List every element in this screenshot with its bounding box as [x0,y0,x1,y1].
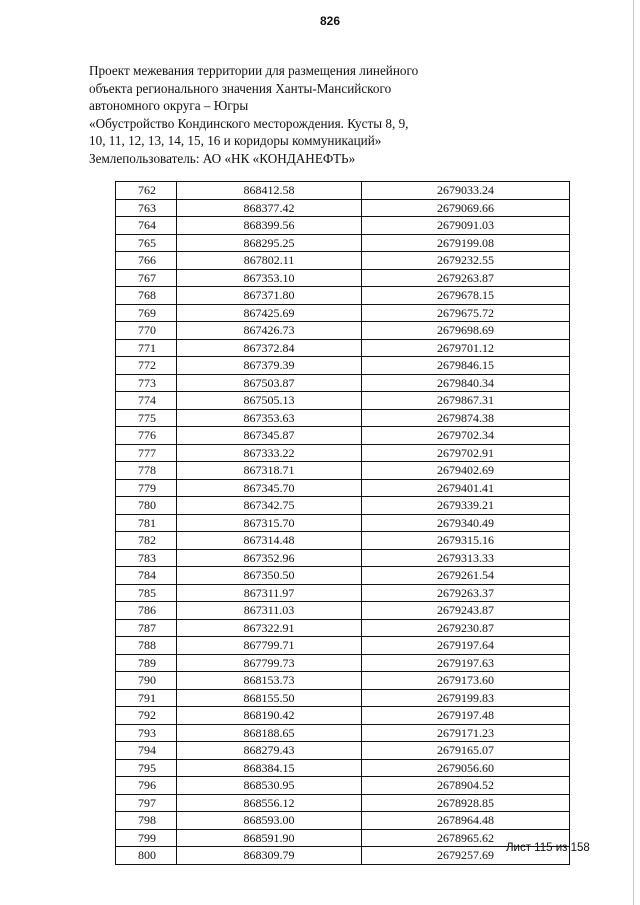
table-row [116,427,570,445]
x-coordinate-cell: 867322.91 [177,619,362,637]
x-coordinate-cell: 867318.71 [177,462,362,480]
y-coordinate-cell: 2679197.63 [362,654,570,672]
point-number-cell: 788 [116,637,177,655]
y-coordinate-cell: 2679263.87 [362,269,570,287]
page-edge-line [633,0,634,905]
x-coordinate-cell: 868295.25 [177,234,362,252]
table-row [116,689,570,707]
y-coordinate-cell: 2679315.16 [362,532,570,550]
x-coordinate-cell: 868377.42 [177,199,362,217]
y-coordinate-cell: 2678965.62 [362,829,570,847]
x-coordinate-cell: 867802.11 [177,252,362,270]
y-coordinate-cell: 2679069.66 [362,199,570,217]
y-coordinate-cell: 2679840.34 [362,374,570,392]
x-coordinate-cell: 867799.71 [177,637,362,655]
point-number-cell: 774 [116,392,177,410]
y-coordinate-cell: 2679173.60 [362,672,570,690]
y-coordinate-cell: 2679698.69 [362,322,570,340]
x-coordinate-cell: 867353.10 [177,269,362,287]
x-coordinate-cell: 867505.13 [177,392,362,410]
x-coordinate-cell: 867314.48 [177,532,362,550]
point-number-cell: 768 [116,287,177,305]
header-line: автономного округа – Югры [89,98,249,113]
y-coordinate-cell: 2679263.37 [362,584,570,602]
x-coordinate-cell: 867372.84 [177,339,362,357]
x-coordinate-cell: 868309.79 [177,847,362,865]
point-number-cell: 779 [116,479,177,497]
point-number-cell: 783 [116,549,177,567]
table-row [116,759,570,777]
y-coordinate-cell: 2678904.52 [362,777,570,795]
table-row [116,479,570,497]
table-row [116,777,570,795]
y-coordinate-cell: 2679199.08 [362,234,570,252]
table-row [116,444,570,462]
table-row [116,392,570,410]
point-number-cell: 767 [116,269,177,287]
point-number-cell: 782 [116,532,177,550]
x-coordinate-cell: 868279.43 [177,742,362,760]
y-coordinate-cell: 2679230.87 [362,619,570,637]
point-number-cell: 797 [116,794,177,812]
point-number-cell: 791 [116,689,177,707]
y-coordinate-cell: 2679091.03 [362,217,570,235]
x-coordinate-cell: 867350.50 [177,567,362,585]
table-row [116,567,570,585]
y-coordinate-cell: 2679701.12 [362,339,570,357]
table-row [116,217,570,235]
x-coordinate-cell: 868593.00 [177,812,362,830]
x-coordinate-cell: 868188.65 [177,724,362,742]
point-number-cell: 781 [116,514,177,532]
x-coordinate-cell: 868530.95 [177,777,362,795]
table-row [116,707,570,725]
y-coordinate-cell: 2679197.64 [362,637,570,655]
point-number-cell: 784 [116,567,177,585]
x-coordinate-cell: 868190.42 [177,707,362,725]
point-number-cell: 793 [116,724,177,742]
table-row [116,619,570,637]
x-coordinate-cell: 868153.73 [177,672,362,690]
x-coordinate-cell: 868384.15 [177,759,362,777]
table-row [116,234,570,252]
x-coordinate-cell: 867379.39 [177,357,362,375]
y-coordinate-cell: 2679197.48 [362,707,570,725]
table-row [116,322,570,340]
y-coordinate-cell: 2679171.23 [362,724,570,742]
x-coordinate-cell: 868591.90 [177,829,362,847]
y-coordinate-cell: 2679199.83 [362,689,570,707]
table-row [116,462,570,480]
y-coordinate-cell: 2679401.41 [362,479,570,497]
x-coordinate-cell: 867352.96 [177,549,362,567]
page-number: 826 [319,14,341,28]
x-coordinate-cell: 868399.56 [177,217,362,235]
header-line: объекта регионального значения Ханты-Мансийского [89,80,392,96]
point-number-cell: 795 [116,759,177,777]
y-coordinate-cell: 2679165.07 [362,742,570,760]
header-line: Землепользователь: АО «НК «КОНДАНЕФТЬ» [89,150,356,166]
x-coordinate-cell: 868155.50 [177,689,362,707]
point-number-cell: 780 [116,497,177,515]
table-row [116,269,570,287]
x-coordinate-cell: 867311.03 [177,602,362,620]
x-coordinate-cell: 868556.12 [177,794,362,812]
x-coordinate-cell: 868412.58 [177,182,362,200]
header-line: «Обустройство Кондинского месторождения. Кусты 8, 9, [89,115,409,131]
table-row [116,304,570,322]
x-coordinate-cell: 867503.87 [177,374,362,392]
point-number-cell: 764 [116,217,177,235]
point-number-cell: 798 [116,812,177,830]
point-number-cell: 776 [116,427,177,445]
table-row [116,812,570,830]
coordinates-table [115,181,570,865]
table-row [116,829,570,847]
x-coordinate-cell: 867426.73 [177,322,362,340]
table-row [116,654,570,672]
y-coordinate-cell: 2679867.31 [362,392,570,410]
table-row [116,374,570,392]
point-number-cell: 778 [116,462,177,480]
y-coordinate-cell: 2679702.34 [362,427,570,445]
x-coordinate-cell: 867425.69 [177,304,362,322]
table-row [116,847,570,865]
y-coordinate-cell: 2679033.24 [362,182,570,200]
table-row [116,514,570,532]
sheet-number-label: Лист 115 из 158 [506,842,590,854]
point-number-cell: 772 [116,357,177,375]
y-coordinate-cell: 2679846.15 [362,357,570,375]
y-coordinate-cell: 2679702.91 [362,444,570,462]
point-number-cell: 785 [116,584,177,602]
y-coordinate-cell: 2679339.21 [362,497,570,515]
x-coordinate-cell: 867333.22 [177,444,362,462]
y-coordinate-cell: 2679874.38 [362,409,570,427]
point-number-cell: 790 [116,672,177,690]
table-row [116,584,570,602]
table-row [116,199,570,217]
x-coordinate-cell: 867345.70 [177,479,362,497]
y-coordinate-cell: 2679313.33 [362,549,570,567]
x-coordinate-cell: 867345.87 [177,427,362,445]
point-number-cell: 770 [116,322,177,340]
header-line: Проект межевания территории для размещения линейного [89,63,419,78]
table-row [116,497,570,515]
table-row [116,287,570,305]
y-coordinate-cell: 2679243.87 [362,602,570,620]
y-coordinate-cell: 2679678.15 [362,287,570,305]
y-coordinate-cell: 2679340.49 [362,514,570,532]
table-row [116,357,570,375]
table-row [116,637,570,655]
point-number-cell: 775 [116,409,177,427]
point-number-cell: 765 [116,234,177,252]
point-number-cell: 769 [116,304,177,322]
point-number-cell: 771 [116,339,177,357]
point-number-cell: 786 [116,602,177,620]
x-coordinate-cell: 867315.70 [177,514,362,532]
y-coordinate-cell: 2679675.72 [362,304,570,322]
point-number-cell: 762 [116,182,177,200]
point-number-cell: 766 [116,252,177,270]
header-line: 10, 11, 12, 13, 14, 15, 16 и коридоры коммуникаций» [89,133,382,148]
y-coordinate-cell: 2679261.54 [362,567,570,585]
x-coordinate-cell: 867371.80 [177,287,362,305]
table-row [116,602,570,620]
table-row [116,742,570,760]
point-number-cell: 796 [116,777,177,795]
point-number-cell: 777 [116,444,177,462]
table-row [116,549,570,567]
point-number-cell: 794 [116,742,177,760]
y-coordinate-cell: 2679257.69 [362,847,570,865]
coordinates-table-body [116,182,570,865]
table-row [116,339,570,357]
point-number-cell: 799 [116,829,177,847]
table-row [116,409,570,427]
y-coordinate-cell: 2678964.48 [362,812,570,830]
point-number-cell: 787 [116,619,177,637]
x-coordinate-cell: 867311.97 [177,584,362,602]
y-coordinate-cell: 2679402.69 [362,462,570,480]
x-coordinate-cell: 867799.73 [177,654,362,672]
point-number-cell: 789 [116,654,177,672]
table-row [116,182,570,200]
table-row [116,724,570,742]
table-row [116,672,570,690]
point-number-cell: 792 [116,707,177,725]
point-number-cell: 773 [116,374,177,392]
table-row [116,532,570,550]
document-header [89,62,419,167]
point-number-cell: 800 [116,847,177,865]
y-coordinate-cell: 2679232.55 [362,252,570,270]
table-row [116,252,570,270]
x-coordinate-cell: 867342.75 [177,497,362,515]
y-coordinate-cell: 2678928.85 [362,794,570,812]
x-coordinate-cell: 867353.63 [177,409,362,427]
table-row [116,794,570,812]
point-number-cell: 763 [116,199,177,217]
y-coordinate-cell: 2679056.60 [362,759,570,777]
